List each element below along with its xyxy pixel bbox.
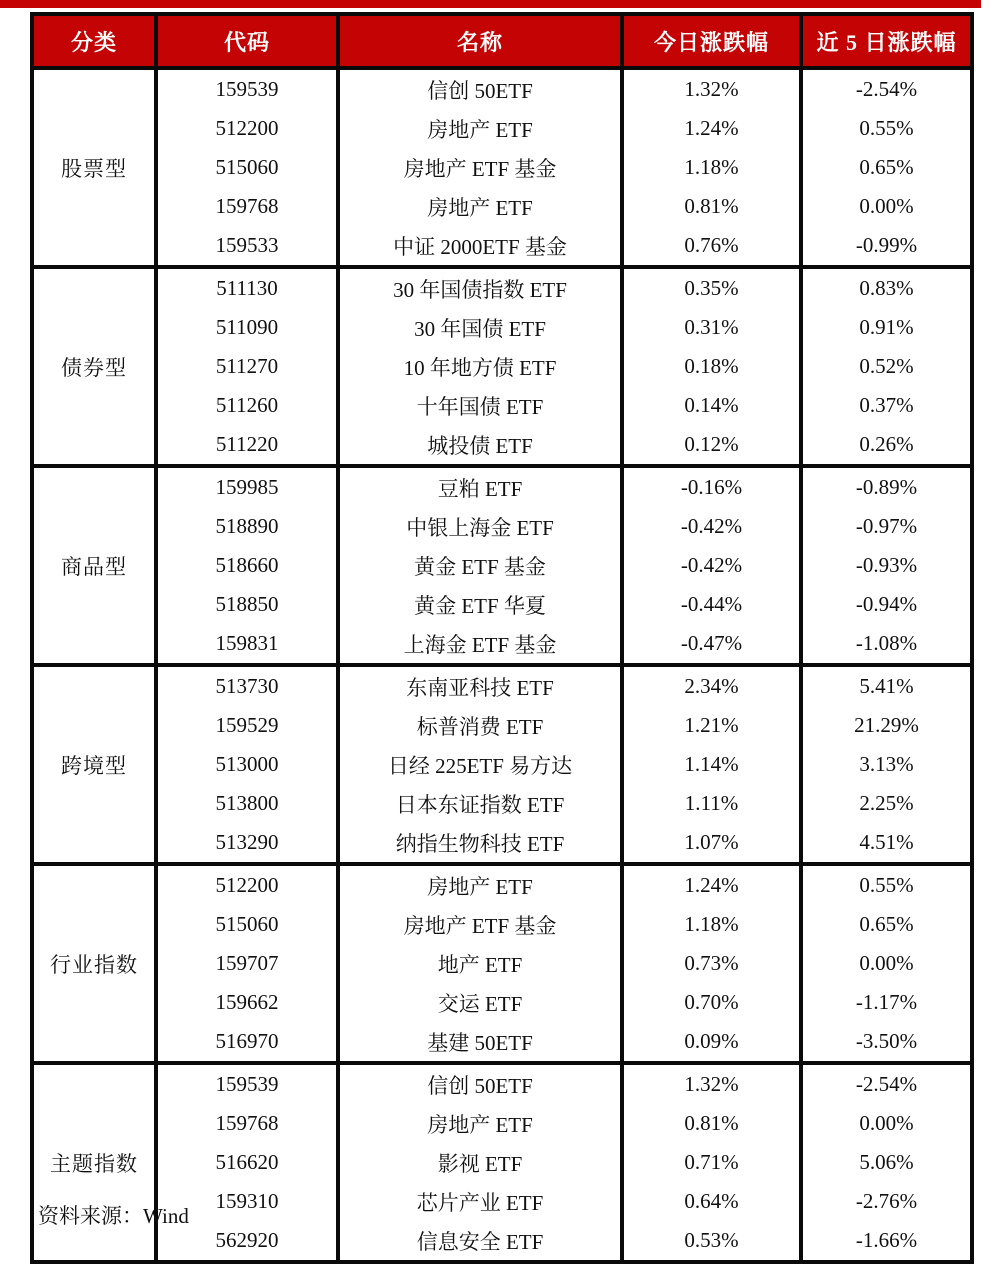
table-row xyxy=(32,745,972,784)
name-cell: 信息安全 ETF xyxy=(338,1221,622,1262)
table-row xyxy=(32,905,972,944)
code-cell: 159310 xyxy=(156,1182,338,1221)
name-cell: 芯片产业 ETF xyxy=(338,1182,622,1221)
name-cell: 黄金 ETF 华夏 xyxy=(338,585,622,624)
5day-change-cell: 5.41% xyxy=(801,665,972,706)
name-cell: 房地产 ETF xyxy=(338,187,622,226)
name-cell: 东南亚科技 ETF xyxy=(338,665,622,706)
code-cell: 159539 xyxy=(156,68,338,109)
today-change-cell: 0.12% xyxy=(622,425,801,466)
today-change-cell: 0.14% xyxy=(622,386,801,425)
code-cell: 513000 xyxy=(156,745,338,784)
5day-change-cell: 0.55% xyxy=(801,864,972,905)
today-change-cell: 0.31% xyxy=(622,308,801,347)
source-note xyxy=(38,1200,189,1230)
category-cell: 主题指数 xyxy=(32,1063,156,1262)
code-cell: 512200 xyxy=(156,109,338,148)
name-cell: 信创 50ETF xyxy=(338,68,622,109)
name-cell: 房地产 ETF xyxy=(338,864,622,905)
code-cell: 159662 xyxy=(156,983,338,1022)
code-cell: 159529 xyxy=(156,706,338,745)
5day-change-cell: 0.00% xyxy=(801,944,972,983)
name-cell: 10 年地方债 ETF xyxy=(338,347,622,386)
table-row xyxy=(32,624,972,665)
name-cell: 30 年国债 ETF xyxy=(338,308,622,347)
table-row xyxy=(32,347,972,386)
etf-table xyxy=(30,12,974,1264)
code-cell: 516970 xyxy=(156,1022,338,1063)
header-cell-5day-change: 近 5 日涨跌幅 xyxy=(801,14,972,68)
header-cell-today-change: 今日涨跌幅 xyxy=(622,14,801,68)
code-cell: 159539 xyxy=(156,1063,338,1104)
table-row xyxy=(32,68,972,109)
code-cell: 513290 xyxy=(156,823,338,864)
5day-change-cell: 4.51% xyxy=(801,823,972,864)
code-cell: 511220 xyxy=(156,425,338,466)
name-cell: 十年国债 ETF xyxy=(338,386,622,425)
name-cell: 基建 50ETF xyxy=(338,1022,622,1063)
table-row xyxy=(32,109,972,148)
name-cell: 豆粕 ETF xyxy=(338,466,622,507)
table-row xyxy=(32,784,972,823)
today-change-cell: 1.14% xyxy=(622,745,801,784)
5day-change-cell: 21.29% xyxy=(801,706,972,745)
table-row xyxy=(32,585,972,624)
table-row xyxy=(32,546,972,585)
name-cell: 黄金 ETF 基金 xyxy=(338,546,622,585)
name-cell: 中证 2000ETF 基金 xyxy=(338,226,622,267)
name-cell: 交运 ETF xyxy=(338,983,622,1022)
5day-change-cell: -1.08% xyxy=(801,624,972,665)
5day-change-cell: 0.52% xyxy=(801,347,972,386)
5day-change-cell: -3.50% xyxy=(801,1022,972,1063)
today-change-cell: -0.47% xyxy=(622,624,801,665)
today-change-cell: -0.42% xyxy=(622,546,801,585)
table-row xyxy=(32,983,972,1022)
table-row xyxy=(32,226,972,267)
table-row xyxy=(32,665,972,706)
name-cell: 房地产 ETF xyxy=(338,1104,622,1143)
table-row xyxy=(32,386,972,425)
5day-change-cell: 0.00% xyxy=(801,187,972,226)
code-cell: 518660 xyxy=(156,546,338,585)
code-cell: 516620 xyxy=(156,1143,338,1182)
table-row xyxy=(32,1143,972,1182)
5day-change-cell: 0.83% xyxy=(801,267,972,308)
5day-change-cell: 0.91% xyxy=(801,308,972,347)
category-cell: 行业指数 xyxy=(32,864,156,1063)
table-row xyxy=(32,864,972,905)
today-change-cell: 1.32% xyxy=(622,1063,801,1104)
today-change-cell: -0.16% xyxy=(622,466,801,507)
table-row xyxy=(32,944,972,983)
table-row xyxy=(32,187,972,226)
name-cell: 30 年国债指数 ETF xyxy=(338,267,622,308)
today-change-cell: 1.18% xyxy=(622,148,801,187)
code-cell: 513730 xyxy=(156,665,338,706)
code-cell: 513800 xyxy=(156,784,338,823)
name-cell: 影视 ETF xyxy=(338,1143,622,1182)
name-cell: 纳指生物科技 ETF xyxy=(338,823,622,864)
table-row xyxy=(32,148,972,187)
today-change-cell: 0.70% xyxy=(622,983,801,1022)
name-cell: 城投债 ETF xyxy=(338,425,622,466)
code-cell: 518890 xyxy=(156,507,338,546)
today-change-cell: 0.81% xyxy=(622,187,801,226)
5day-change-cell: -0.94% xyxy=(801,585,972,624)
code-cell: 159768 xyxy=(156,187,338,226)
code-cell: 159985 xyxy=(156,466,338,507)
name-cell: 标普消费 ETF xyxy=(338,706,622,745)
today-change-cell: 0.09% xyxy=(622,1022,801,1063)
name-cell: 中银上海金 ETF xyxy=(338,507,622,546)
5day-change-cell: -2.54% xyxy=(801,1063,972,1104)
today-change-cell: 1.21% xyxy=(622,706,801,745)
code-cell: 511130 xyxy=(156,267,338,308)
5day-change-cell: 0.65% xyxy=(801,905,972,944)
name-cell: 信创 50ETF xyxy=(338,1063,622,1104)
category-cell: 商品型 xyxy=(32,466,156,665)
name-cell: 日本东证指数 ETF xyxy=(338,784,622,823)
5day-change-cell: -2.76% xyxy=(801,1182,972,1221)
table-row xyxy=(32,706,972,745)
name-cell: 日经 225ETF 易方达 xyxy=(338,745,622,784)
code-cell: 515060 xyxy=(156,905,338,944)
table-row xyxy=(32,1063,972,1104)
today-change-cell: 1.24% xyxy=(622,109,801,148)
table-row xyxy=(32,507,972,546)
code-cell: 159831 xyxy=(156,624,338,665)
today-change-cell: 1.07% xyxy=(622,823,801,864)
code-cell: 159533 xyxy=(156,226,338,267)
today-change-cell: 1.32% xyxy=(622,68,801,109)
etf-table-container xyxy=(30,12,974,1264)
5day-change-cell: -0.99% xyxy=(801,226,972,267)
table-header-row xyxy=(32,14,972,68)
category-cell: 跨境型 xyxy=(32,665,156,864)
5day-change-cell: 0.55% xyxy=(801,109,972,148)
5day-change-cell: 0.00% xyxy=(801,1104,972,1143)
today-change-cell: 0.35% xyxy=(622,267,801,308)
today-change-cell: -0.44% xyxy=(622,585,801,624)
5day-change-cell: 0.26% xyxy=(801,425,972,466)
today-change-cell: 0.73% xyxy=(622,944,801,983)
code-cell: 159768 xyxy=(156,1104,338,1143)
table-row xyxy=(32,267,972,308)
table-row xyxy=(32,823,972,864)
code-cell: 515060 xyxy=(156,148,338,187)
5day-change-cell: 0.37% xyxy=(801,386,972,425)
5day-change-cell: 2.25% xyxy=(801,784,972,823)
5day-change-cell: -0.93% xyxy=(801,546,972,585)
today-change-cell: 0.71% xyxy=(622,1143,801,1182)
today-change-cell: -0.42% xyxy=(622,507,801,546)
header-cell-code: 代码 xyxy=(156,14,338,68)
today-change-cell: 0.81% xyxy=(622,1104,801,1143)
code-cell: 512200 xyxy=(156,864,338,905)
header-cell-category: 分类 xyxy=(32,14,156,68)
today-change-cell: 1.18% xyxy=(622,905,801,944)
today-change-cell: 1.11% xyxy=(622,784,801,823)
code-cell: 511260 xyxy=(156,386,338,425)
5day-change-cell: -0.97% xyxy=(801,507,972,546)
table-body xyxy=(32,68,972,1262)
today-change-cell: 1.24% xyxy=(622,864,801,905)
table-row xyxy=(32,1104,972,1143)
today-change-cell: 0.76% xyxy=(622,226,801,267)
5day-change-cell: 5.06% xyxy=(801,1143,972,1182)
source-note-text: 资料来源：Wind xyxy=(38,1204,189,1228)
5day-change-cell: -2.54% xyxy=(801,68,972,109)
top-accent-bar xyxy=(0,0,981,8)
code-cell: 562920 xyxy=(156,1221,338,1262)
table-row xyxy=(32,1022,972,1063)
code-cell: 511090 xyxy=(156,308,338,347)
name-cell: 上海金 ETF 基金 xyxy=(338,624,622,665)
table-row xyxy=(32,425,972,466)
code-cell: 511270 xyxy=(156,347,338,386)
category-cell: 债券型 xyxy=(32,267,156,466)
today-change-cell: 0.53% xyxy=(622,1221,801,1262)
header-cell-name: 名称 xyxy=(338,14,622,68)
today-change-cell: 0.18% xyxy=(622,347,801,386)
name-cell: 房地产 ETF 基金 xyxy=(338,905,622,944)
table-row xyxy=(32,466,972,507)
name-cell: 地产 ETF xyxy=(338,944,622,983)
5day-change-cell: 3.13% xyxy=(801,745,972,784)
code-cell: 159707 xyxy=(156,944,338,983)
category-cell: 股票型 xyxy=(32,68,156,267)
5day-change-cell: -0.89% xyxy=(801,466,972,507)
name-cell: 房地产 ETF xyxy=(338,109,622,148)
5day-change-cell: -1.66% xyxy=(801,1221,972,1262)
table-row xyxy=(32,308,972,347)
today-change-cell: 0.64% xyxy=(622,1182,801,1221)
5day-change-cell: -1.17% xyxy=(801,983,972,1022)
5day-change-cell: 0.65% xyxy=(801,148,972,187)
today-change-cell: 2.34% xyxy=(622,665,801,706)
code-cell: 518850 xyxy=(156,585,338,624)
name-cell: 房地产 ETF 基金 xyxy=(338,148,622,187)
